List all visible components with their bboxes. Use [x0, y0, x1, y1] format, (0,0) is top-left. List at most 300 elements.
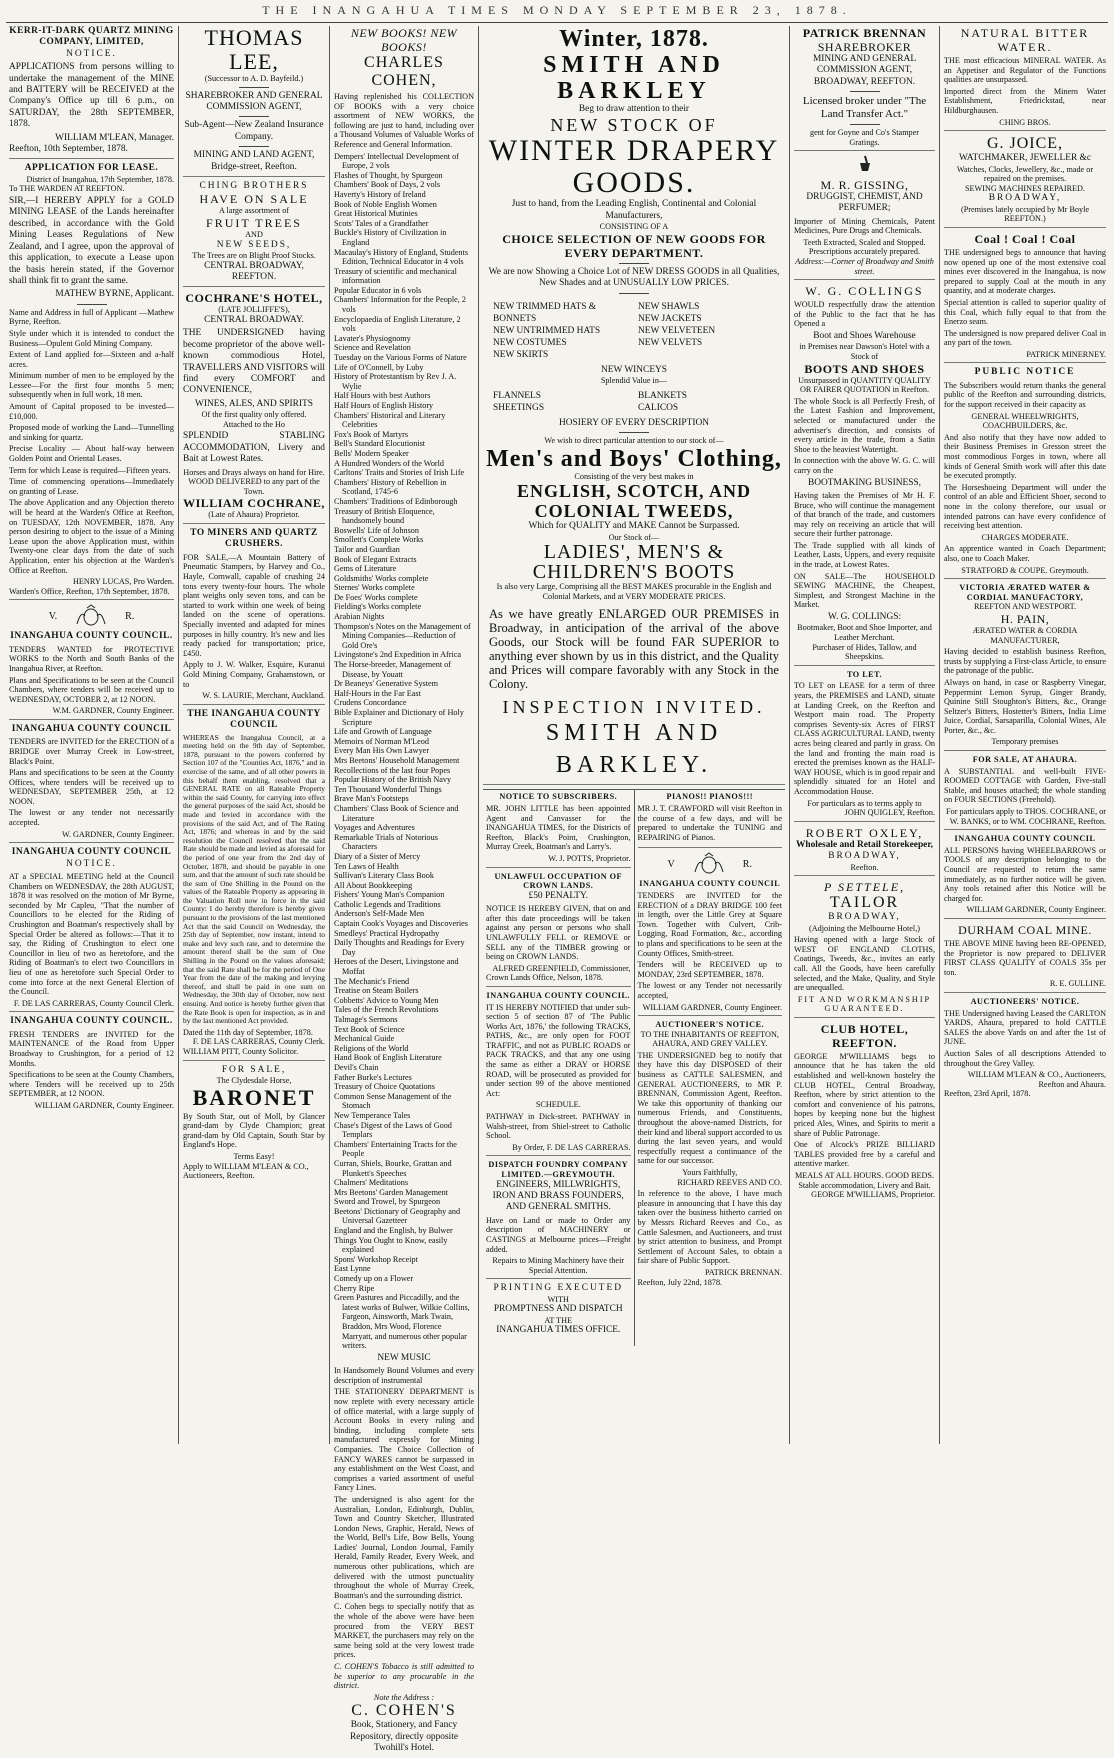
- goods-item: NEW UNTRIMMED HATS: [493, 325, 601, 336]
- general-rate-notice: [183, 709, 325, 1061]
- royal-crest: [9, 604, 174, 628]
- book-title: Hand Book of English Literature: [334, 1053, 442, 1063]
- ad-title: CHING BROTHERS: [199, 181, 309, 192]
- book-title: De Foes' Works complete: [334, 592, 418, 602]
- ad-title: NOTICE TO SUBSCRIBERS.: [499, 792, 618, 802]
- ad-body: We are now Showing a Choice Lot of NEW DRESS GOODS in all Qualities, New Shades and at UNUSUALLY LOW PRICES.: [488, 266, 780, 289]
- column-rule: [329, 26, 330, 1444]
- book-title: Chambers' Traditions of Edinborough: [334, 496, 458, 506]
- mortar-icon: [794, 155, 935, 177]
- ad-body: Is also very Large, Comprising all the BEST MAKES procurable in the English and Colonial Markets, and at VERY MODERATE PRICES.: [496, 582, 772, 601]
- ad-signature: HENRY LUCAS, Pro Warden.: [73, 577, 174, 587]
- ad-headline: NEW MUSIC: [377, 1352, 431, 1363]
- book-title: Beetons' Dictionary of Geography and Universal Gazetteer: [334, 1206, 461, 1226]
- book-title: Livingstone's 2nd Expedition in Africa: [334, 650, 461, 660]
- ad-body: In connection with the above W. G. C. will carry on the: [794, 456, 935, 475]
- ad-body: Horses and Drays always on hand for Hire.: [183, 467, 325, 477]
- goods-item: BLANKETS: [638, 390, 687, 401]
- ad-title: INANGAHUA COUNTY COUNCIL: [11, 847, 172, 858]
- ad-signature: W. J. POTTS, Proprietor.: [548, 853, 631, 863]
- ad-title: TO LET.: [846, 669, 883, 679]
- book-title: Goldsmiths' Works complete: [334, 573, 429, 583]
- ad-body: Unsurpassed in QUANTITY QUALITY OR FAIRER QUOTATION in Reefton.: [798, 375, 931, 395]
- ad-body: The undersigned is now prepared deliver Coal in any part of the town.: [944, 328, 1106, 348]
- ad-signature: WILLIAM COCHRANE,: [183, 496, 325, 511]
- ad-body: By South Star, out of Moll, by Glancer grand-dam by Clyde Champion; great grand-dam by Old Captain, South Star by England's Hope.: [183, 1111, 325, 1150]
- crest-letter: R.: [125, 610, 135, 622]
- book-title: Book of Elegant Extracts: [334, 554, 417, 564]
- column-rule: [178, 26, 179, 1444]
- smith-barkley-ad: [483, 26, 785, 785]
- ad-title: AUCTIONEERS' NOTICE.: [970, 996, 1080, 1006]
- book-title: Voyages and Adventures: [334, 823, 415, 833]
- book-title: Half Hours with best Authors: [334, 391, 431, 401]
- ad-title: INANGAHUA COUNTY COUNCIL: [639, 879, 781, 889]
- ad-signature: W.M. GARDNER, County Engineer.: [52, 706, 174, 716]
- book-title: Buckle's History of Civilization in England: [334, 228, 447, 247]
- book-title: Curran, Shiels, Bourke, Grattan and Plunkett's Speeches: [334, 1158, 452, 1178]
- ad-body: And also notify that they have now added to their Business Premises in Gresson street the most commodious Forges in town, where all kinds of General Smith work will after this date be executed promptly.: [944, 432, 1106, 481]
- ad-title: THE INANGAHUA COUNTY COUNCIL: [187, 708, 321, 731]
- divider: [850, 91, 880, 92]
- book-title: Recollections of the last four Popes: [334, 765, 451, 775]
- lease-detail: Proposed mode of working the Land—Tunnelling and sinking for quartz.: [9, 423, 174, 442]
- book-title: Green Pastures and Piccadilly, and the latest works of Bulwer, Wilkie Collins, Fargeon, Ainsworth, Mark Twain, Braddon, Mrs Wood, Florence Marryatt, and numerous other popular writers.: [334, 1293, 470, 1351]
- lease-detail: Term for which Lease is required—Fifteen years.: [9, 465, 171, 475]
- ad-body: The Trade supplied with all kinds of Leather, Lasts, Uppers, and every requisite in the trade, at Lowest Rates.: [794, 540, 935, 570]
- book-title: Fishers' Young Man's Companion: [334, 890, 445, 900]
- ad-address: Bridge-street, Reefton.: [211, 161, 297, 172]
- ad-title: NATURAL BITTER WATER.: [960, 26, 1090, 54]
- lease-detail: Time of commencing operations—Immediately on granting of Lease.: [9, 477, 174, 496]
- goods-item: HOSIERY OF EVERY DESCRIPTION: [558, 417, 710, 428]
- ad-signature: CHING BROS.: [999, 117, 1051, 127]
- book-title: Tales of the French Revolutions: [334, 1005, 439, 1015]
- ad-address: (Adjoining the Melbourne Hotel,): [809, 923, 920, 933]
- column-2: [180, 26, 328, 1444]
- book-title: Popular History of the British Navy: [334, 775, 452, 785]
- column-6: [941, 26, 1109, 1444]
- ad-title: PATRICK BRENNAN: [802, 26, 927, 40]
- ad-title: VICTORIA ÆRATED WATER & CORDIAL MANUFACTORY,: [959, 583, 1091, 602]
- lease-detail: Amount of Capital proposed to be invested—£10,000.: [9, 402, 174, 421]
- ad-subtitle: TO THE INHABITANTS OF REEFTON, AHAURA, AND GREY VALLEY.: [640, 1029, 779, 1049]
- book-title: Thompson's Notes on the Management of Mining Companies—Reduction of Gold Ore's: [334, 621, 471, 650]
- goods-item: NEW WINCEYS: [600, 364, 668, 375]
- ad-body: Have on Land or made to Order any description of MACHINERY or CASTINGS at Melbourne prices—Freight added.: [486, 1215, 631, 1254]
- ad-title: AUCTIONEER'S NOTICE.: [655, 1020, 765, 1030]
- council-special-meeting: [9, 847, 174, 1012]
- ad-body: In reference to the above, I have much pleasure in announcing that I have this day taken over the business hitherto carried on by Messrs Richard Reeves and Co., as Cattle Salesmen, and Auctioneers, and trust by strict attention to business, and Prompt Settlement of Account Sales, to obtain a fair share of Public Support.: [637, 1189, 782, 1266]
- ad-headline: Men's and Boys' Clothing,: [486, 445, 782, 472]
- ad-headline: PROMPTNESS AND DISPATCH: [493, 1304, 623, 1315]
- ad-body: The Horseshoeing Department will under the control of an able and Efficient Shoer, second to none in the colony therefore, our usual or intended patrons can have every confidence of receiving best attention.: [944, 482, 1106, 531]
- ad-subtitle: TAILOR: [829, 894, 900, 912]
- cottage-for-sale-ad: [944, 755, 1106, 830]
- ad-address: Address:—Corner of Broadway and Smith street.: [795, 257, 934, 276]
- divider: [77, 304, 107, 305]
- goods-item: NEW JACKETS: [638, 313, 702, 324]
- ad-body: CHARGES MODERATE.: [981, 532, 1069, 542]
- council-tools-notice: [944, 834, 1106, 919]
- ad-body: Repairs to Mining Machinery have their Special Attention.: [492, 1256, 625, 1275]
- ad-body: Bootmaker, Boot and Shoe Importer, and Leather Merchant.: [797, 623, 932, 643]
- ad-signature: GEORGE M'WILLIAMS, Proprietor.: [811, 1190, 935, 1200]
- ad-title: M. R. GISSING,: [820, 177, 909, 192]
- column-4-lower-right: [635, 790, 786, 1345]
- council-dray-bridge: [638, 852, 783, 1016]
- ad-address: Reefton.: [850, 862, 879, 872]
- lease-application: [9, 163, 174, 600]
- book-title: Father Burke's Lectures: [334, 1072, 412, 1082]
- ad-body: SIR,—I HEREBY APPLY for a GOLD MINING LEASE of the Lands hereinafter described, in accordance with the Gold Mining Leases Regulations of New Zealand, and I agree, upon the approval of this application, to execute a Lease upon the basis herein stated, if the Governor shall think fit to grant the same.: [9, 196, 174, 286]
- book-title: Remarkable Trials of Notorious Characters: [334, 832, 438, 852]
- carlton-yards-ad: [944, 997, 1106, 1102]
- ad-body: Watches, Clocks, Jewellery, &c., made or repaired on the premises.: [956, 164, 1094, 184]
- ad-body: FOR SALE,—A Mountain Battery of Pneumatic Stampers, by Harvey and Co., Hayle, Cornwall, capable of crushing 24 tons every twenty-four hours. The whole plant weighs only seven tons, and can be started to work within one week of being landed on the scene of operations. Specially invented and adapted for mines purposes in hilly country. It's new and lies ready packed for transportation; price, £450.: [183, 552, 325, 658]
- ad-body: WITH: [547, 1294, 569, 1304]
- crest-letter: R.: [742, 858, 752, 870]
- crest-letter: V.: [48, 610, 58, 622]
- ad-body: Purchaser of Hides, Tallow, and Sheepskins.: [812, 642, 917, 662]
- ad-subtitle: HAVE ON SALE: [199, 192, 309, 207]
- ad-headline: Boot and Shoes Warehouse: [813, 330, 916, 341]
- ad-signature: STRATFORD & COUPE. Greymouth.: [961, 565, 1089, 575]
- subscribers-notice: [486, 792, 631, 867]
- ad-body: ALL PERSONS having WHEELBARROWS or TOOLS of any description belonging to the Council are requested to return the same immediately, as no further notice will be given. Any tools retained after this Notice will be charged for.: [944, 845, 1106, 903]
- wheelwrights-notice: [944, 367, 1106, 579]
- book-title: Chambers' Class Book of Science and Literature: [334, 803, 459, 823]
- bitter-water-ad: [944, 26, 1106, 131]
- book-title: Cobbetts' Advice to Young Men: [334, 995, 439, 1005]
- ad-title: THOMAS LEE,: [204, 25, 304, 74]
- ad-headline: FRUIT TREES: [206, 216, 302, 231]
- lease-detail: Minimum number of men to be employed by the Lessee—For the first four months 5 men; subsequently when in full work, 18 men.: [9, 371, 174, 400]
- ad-body: Of the first quality only offered.: [201, 410, 307, 420]
- book-title: Life of O'Connell, by Luby: [334, 362, 424, 372]
- book-title: Sword and Trowel, by Spurgeon: [334, 1197, 441, 1207]
- goods-item: NEW SKIRTS: [493, 349, 549, 360]
- ad-body: gent for Goyne and Co's Stamper Gratings.: [809, 128, 920, 147]
- ad-body: IT IS HEREBY NOTIFIED that under sub-section 5 of section 87 of 'The Public Works Act, 1876,' the following TRACKS, PATHS, &c., are only open for FOOT TRAFFIC, and not as PUBLIC ROADS or PACK TRACKS, and that any one using the same as either a DRAY or HORSE ROAD, will be prosecuted as provided for under section 99 of the above mentioned Act:: [486, 1002, 631, 1098]
- to-let-ad: [794, 670, 935, 822]
- book-title: England and the English, by Bulwer: [334, 1226, 453, 1236]
- ad-title: APPLICATION FOR LEASE.: [24, 163, 159, 174]
- book-title: Chambers' Information for the People, 2 vols: [334, 295, 466, 315]
- ad-subtitle: ÆRATED WATER & CORDIA MANUFACTURER,: [972, 625, 1078, 645]
- book-title: Every Man His Own Lawyer: [334, 746, 430, 756]
- goods-item: NEW TRIMMED HATS & BONNETS: [493, 301, 597, 324]
- book-title: Tuesday on the Various Forms of Nature: [334, 353, 467, 363]
- ad-body: THE STATIONERY DEPARTMENT is now replete with every necessary article of office material, with a large supply of Account Books in every ruling and binding, including complete sets manufactured expressly for Mining Companies. The Choice Collection of FANCY WARES cannot be surpassed in any establishment on the West Coast, and comprises a varied assortment of useful Fancy Lines.: [334, 1387, 474, 1493]
- ad-body: AND: [245, 230, 263, 240]
- ad-body: PATHWAY in Dick-street. PATHWAY in Walsh-street, from Shiel-street to Catholic School.: [486, 1112, 631, 1141]
- ad-body: The lowest or any Tender not necessarily accepted,: [637, 981, 782, 1000]
- coat-of-arms-icon: [689, 852, 729, 876]
- book-title: Bell's Standard Elocutionist: [334, 439, 426, 449]
- goods-list: [483, 297, 785, 365]
- ad-subtitle: (Successor to A. D. Bayfeild.): [204, 74, 304, 83]
- mine-notice: [9, 26, 174, 159]
- book-title: All About Bookkeeping: [334, 880, 413, 890]
- goods-list: [483, 386, 785, 418]
- book-title: Science and Revelation: [334, 343, 411, 353]
- oxley-store-ad: [794, 826, 935, 876]
- ad-signature: WILLIAM GARDNER, County Engineer.: [642, 1002, 782, 1012]
- ad-subtitle: Wholesale and Retail Storekeeper,: [796, 839, 933, 850]
- book-title: Bible Explainer and Dictionary of Holy Scripture: [334, 708, 464, 727]
- ad-body: GEORGE M'WILLIAMS begs to announce that he has taken the old established and well-known hostelry the CLUB HOTEL, Central Broadway, Reefton, where by strict attention to the comfort and convenience of his patrons, hopes by keeping none but the highest priced Ales, Wines, and Spirits to merit a share of Public Patronage.: [794, 1051, 935, 1138]
- ad-signature: MATHEW BYRNE, Applicant.: [55, 289, 174, 300]
- ad-headline: Winter, 1878.: [559, 26, 709, 52]
- book-title: Mrs Beetons' Household Management: [334, 755, 460, 765]
- book-title: Daily Thoughts and Readings for Every Day: [334, 938, 465, 957]
- book-title: Chase's Digest of the Laws of Good Templars: [334, 1120, 452, 1140]
- book-title: Sullivan's Literary Class Book: [334, 871, 434, 881]
- ad-headline: £50 PENALTY.: [528, 890, 588, 901]
- ad-signature: PATRICK BRENNAN.: [704, 1267, 782, 1277]
- ad-subtitle: NOTICE.: [66, 858, 117, 869]
- ad-body: A SUBSTANTIAL and well-built FIVE-ROOMED COTTAGE with Garden, Five-stall Stable, and houses attached; the whole standing on FOUR SECTIONS (Freehold).: [944, 766, 1106, 805]
- column-rule: [789, 26, 790, 1444]
- book-title: Memoirs of Norman M'Leod: [334, 736, 429, 746]
- ad-body: We wish to direct particular attention to our stock of—: [544, 436, 724, 446]
- ad-title: G. JOICE,: [986, 135, 1064, 153]
- cohen-books-ad: [334, 26, 474, 1758]
- book-title: Diary of a Sister of Mercy: [334, 851, 421, 861]
- column-3: [331, 26, 477, 1754]
- ad-body: TENDERS are INVITED for the ERECTION of a DRAY BRIDGE 100 feet in length, over the Little Grey at Square Town. Together with Culvert, Crib-Logging, Road Formation, &c., according to plans and specifications to be seen at the County Offices, Smith-street.: [637, 890, 782, 958]
- ad-body: MEALS AT ALL HOURS. GOOD BEDS.: [795, 1171, 934, 1180]
- column-5: [791, 26, 938, 1444]
- ad-body: Specifications to be seen at the County Chambers, where Tenders will be received up to 25th SEPTEMBER, at 12 NOON.: [9, 1070, 174, 1099]
- ad-headline: H. PAIN,: [1000, 611, 1050, 626]
- divider: [239, 146, 269, 147]
- ad-body: The undersigned is also agent for the Australian, London, Edinburgh, Dublin, Town and Country Sketcher, Illustrated London News, Graphic, Herald, News of the World, Bell's Life, Bow Bells, Young Ladies' Journal, London Journal, Family Herald, Family Reader, Every Week, and numerous other publications, which are delivered with the utmost punctuality throughout the whole of Murray Creek, Boatman's and the surrounding district.: [334, 1494, 474, 1600]
- printing-ad: [486, 1283, 631, 1339]
- book-title: A Hundred Wonders of the World: [334, 458, 445, 468]
- ad-body: C. COHEN'S Tobacco is still admitted to be superior to any procurable in the district.: [334, 1662, 474, 1691]
- ad-body: ON SALE—The HOUSEHOLD SEWING MACHINE, the Cheapest, Simplest, and Strongest Machine in the Market.: [794, 571, 935, 610]
- book-title: Common Sense Management of the Stomach: [334, 1091, 452, 1111]
- ad-body: Attached to the Ho: [222, 419, 286, 429]
- book-title: Chambers' Entertaining Tracts for the People: [334, 1139, 457, 1159]
- council-bridge: [9, 724, 174, 843]
- ad-title: INANGAHUA COUNTY COUNCIL.: [486, 990, 630, 1000]
- ad-title: COCHRANE'S HOTEL,: [185, 291, 323, 306]
- ad-body: MINING AND LAND AGENT,: [193, 150, 315, 161]
- ad-body: THE ABOVE MINE having been RE-OPENED, the Proprietor is now prepared to DELIVER FIRST CLASS QUALITY of COALS 35s per ton.: [944, 938, 1106, 977]
- ad-address: Crown Lands Office, Nelson, 1878.: [486, 973, 603, 983]
- ad-body: Having taken the Premises of Mr H. F. Bruce, who will continue the management of that branch of the trade, and customers may rely on receiving an article that will secure their further patronage.: [794, 490, 935, 539]
- book-title: Tailor and Guardian: [334, 544, 400, 554]
- book-title: Life and Growth of Language: [334, 727, 432, 737]
- goods-item: NEW SHAWLS: [638, 301, 700, 312]
- book-title: Dr Beaneys' Generative System: [334, 679, 439, 689]
- column-4-lower: [483, 789, 785, 1345]
- ad-headline: BOOTS AND SHOES: [804, 361, 925, 376]
- ad-body: The Subscribers would return thanks the general public of the Reefton and surrounding districts, for the support received in their capacity as: [944, 380, 1106, 410]
- ad-headline: GENERAL WHEELWRIGHTS, COACHBUILDERS, &c.: [971, 411, 1079, 431]
- lease-detail: Extent of Land applied for—Sixteen and a-half acres.: [9, 350, 174, 369]
- book-title: Chalmers' Meditations: [334, 1178, 409, 1188]
- book-title: Mrs Beetons' Garden Management: [334, 1187, 449, 1197]
- ad-body: An apprentice wanted in Coach Department; also, one to Coach Maker.: [944, 544, 1106, 563]
- ad-body: MINING AND GENERAL COMMISSION AGENT,: [812, 54, 917, 76]
- book-title: Boswells' Life of Johnson: [334, 525, 419, 535]
- ad-body: THE Undersigned having Leased the CARLTON YARDS, Ahaura, prepared to hold CATTLE SALES the above Yards on and after the 1st of JUNE.: [944, 1008, 1106, 1047]
- ad-signature: PATRICK MINERNEY.: [1026, 349, 1106, 359]
- book-title: Arabian Nights: [334, 612, 385, 622]
- ad-signature: WILLIAM GARDNER, County Engineer.: [966, 905, 1106, 915]
- ad-headline: ENGLISH, SCOTCH, AND COLONIAL TWEEDS,: [516, 481, 752, 522]
- ad-signature: C. COHEN'S: [351, 1702, 457, 1720]
- book-title: Half-Hours in the Far East: [334, 688, 421, 698]
- ad-body: THE undersigned begs to announce that having now opened up one of the most extensive coal mines ever discovered in the Inangahua, is now prepared to supply Coal at the mouth in any quantity, and at moderate charges.: [944, 247, 1106, 296]
- divider: [619, 293, 649, 294]
- book-title: Macaulay's History of England, Students Edition, Technical Educator in 4 vols: [334, 247, 469, 267]
- patrick-brennan-ad: [794, 26, 935, 151]
- book-title: Crudens Concordance: [334, 698, 407, 708]
- ad-body: Note the Address :: [373, 1692, 435, 1702]
- ad-body: C. Cohen begs to specially notify that as the whole of the above were have been procured from the VERY BEST MARKET, the purchasers may rely on the same being sold at the very lowest trade prices.: [334, 1602, 474, 1660]
- ad-body: SHAREBROKER AND GENERAL COMMISSION AGENT,: [185, 90, 323, 112]
- ad-date: District of Inangahua, 17th September, 1878.: [26, 174, 174, 184]
- royal-crest: [638, 852, 783, 876]
- ad-title: INANGAHUA COUNTY COUNCIL: [11, 723, 172, 734]
- book-title: New Temperance Tales: [334, 1110, 411, 1120]
- ad-headline: PRINTING EXECUTED: [493, 1283, 624, 1294]
- ad-title: PUBLIC NOTICE: [974, 367, 1076, 378]
- ad-body: Teeth Extracted, Scaled and Stopped.: [803, 237, 926, 247]
- ad-address: CENTRAL BROADWAY, REEFTON.: [204, 260, 304, 283]
- coal-ad: [944, 232, 1106, 364]
- book-title: Carltons' Traits and Stories of Irish Life: [334, 468, 465, 478]
- goods-item: CALICOS: [638, 402, 679, 413]
- ad-body: Splendid Value in—: [600, 376, 668, 386]
- divider: [239, 116, 269, 117]
- ad-body: TENDERS WANTED for PROTECTIVE WORKS to the North and South Banks of the Inangahua River, at Reefton.: [9, 644, 174, 673]
- book-title: Talmage's Sermons: [334, 1015, 398, 1024]
- ad-title: KERR-IT-DARK QUARTZ MINING COMPANY, LIMITED,: [9, 26, 174, 48]
- column-4: [480, 26, 788, 1444]
- masthead: THE INANGAHUA TIMES MONDAY SEPTEMBER 23, 1878.: [262, 3, 852, 17]
- ad-body: SPLENDID STABLING ACCOMMODATION, Livery and Bait at Lowest Rates.: [183, 431, 325, 465]
- book-title: Fox's Book of Martyrs: [334, 429, 409, 439]
- ad-body: Always on hand, in case or Raspberry Vinegar, Peppermint Lemon Syrup, Ginger Brandy, Quinine Still Stoughton's Bitters, &c., Orange Seltzer's Bitters, Hostetter's Bitters, India Lime Juice, Cordial, Sarsaparilla, Colonial Wines, Ale Porter, &c., &c.: [944, 677, 1106, 735]
- book-title: Haverty's History of Ireland: [334, 189, 426, 199]
- lease-detail: Name and Address in full of Applicant —Mathew Byrne, Reefton.: [9, 307, 174, 327]
- ad-title: CHARLES COHEN,: [364, 54, 444, 89]
- book-title: Gems of Literature: [334, 564, 397, 574]
- book-title: Religions of the World: [334, 1043, 409, 1053]
- ad-signature: WILLIAM M'LEAN, Manager.: [55, 132, 174, 143]
- ad-body: Special attention is called to superior quality of this Coal, which fully equal to that from the Enerzo seam.: [944, 297, 1106, 327]
- lease-detail: Precise Locality — About half-way between Golden Point and Oriental Leases.: [9, 444, 174, 464]
- ad-title: DURHAM COAL MINE.: [958, 922, 1092, 937]
- ad-subtitle: WATCHMAKER, JEWELLER &c: [958, 153, 1091, 164]
- book-title: Text Book of Science: [334, 1024, 405, 1034]
- ad-body: Having decided to establish business Reefton, trusts by supplying a First-class Article, to ensure the patronage of the public.: [944, 647, 1106, 676]
- ad-subtitle: DRUGGIST, CHEMIST, AND PERFUMER;: [806, 191, 923, 214]
- durham-coal-ad: [944, 923, 1106, 993]
- ad-body: Plans and specifications to be seen at the County Offices, where tenders will be received up to WEDNESDAY, SEPTEMBER 25th, at 12 NOON.: [9, 768, 174, 806]
- ad-subtitle: SCHEDULE.: [535, 1100, 581, 1110]
- ad-body: TENDERS are INVITED for the ERECTION of a BRIDGE over Murray Creek in Low-street, Black's Point.: [9, 737, 174, 766]
- ad-body: The whole Stock is all Perfectly Fresh, of the Latest Fashion and Improvement, selected or manufactured under the advertiser's direction, and consists of every article in the trade, from a Satin Shoe to the heaviest Watertight.: [794, 396, 935, 454]
- council-protective-works: [9, 604, 174, 720]
- ad-date: Reefton, 23rd April, 1878.: [944, 1089, 1031, 1099]
- ad-signature: WILLIAM PITT, County Solicitor.: [183, 1046, 299, 1056]
- ad-headline: BOOTMAKING BUSINESS,: [807, 477, 922, 488]
- book-title: Devil's Chain: [334, 1062, 379, 1072]
- ad-body: Just to hand, from the Leading English, Continental and Colonial Manufacturers,: [511, 199, 757, 221]
- ad-address: CENTRAL BROADWAY.: [204, 315, 304, 326]
- foundry-ad: [486, 1160, 631, 1279]
- book-title: The Horse-breeder, Management of Disease, by Youatt: [334, 660, 451, 679]
- cochranes-hotel-ad: [183, 291, 325, 524]
- ad-body: TO LET on LEASE for a term of three years, the PREMISES and LAND, situate at Landing Creek, on the Reefton and Westport main road. The Property comprises Seventy-six Acres of FIRST CLASS AGRICULTURAL LAND, twenty acres being cleared and partly in grass. On the land and fronting the main road is erected the premises known as the HALF-WAY HOUSE, which is in good repair and splendidly situated for an Hotel and Accommodation House.: [794, 681, 935, 796]
- goods-item: FLANNELS: [493, 390, 541, 401]
- book-title: Chambers' Book of Days, 2 vols: [334, 180, 441, 190]
- ad-address: REEFTON AND WESTPORT.: [973, 602, 1077, 612]
- ad-body: Apply to J. W. Walker, Esquire, Kuranui Gold Mining Company, Grahamstown, or to: [183, 660, 325, 689]
- book-title: Great Historical Mutinies: [334, 209, 418, 219]
- council-road-maintenance: [9, 1016, 174, 1113]
- ad-title: INANGAHUA COUNTY COUNCIL.: [10, 1016, 173, 1027]
- ad-body: One of Alcock's PRIZE BILLIARD TABLES provided free by a careful and attentive marker.: [794, 1140, 935, 1169]
- ad-date: Warden's Office, Reefton, 17th September, 1878.: [9, 586, 170, 596]
- ad-body: Imported direct from the Minern Water Establishment, Friedrickstad, near Hildburghausen.: [944, 86, 1106, 115]
- lease-detail: Style under which it is intended to conduct the Business—Opulent Gold Mining Company.: [9, 328, 174, 348]
- ad-title: SMITH AND BARKLEY: [543, 52, 725, 104]
- ad-headline: CHOICE SELECTION OF NEW GOODS FOR EVERY DEPARTMENT.: [502, 231, 766, 260]
- book-title: Flashes of Thought, by Spurgeon: [334, 170, 443, 180]
- ad-title: P SETTELE,: [823, 880, 906, 895]
- ad-body: As we have greatly ENLARGED OUR PREMISES in Broadway, in anticipation of the arrival of the above Goods, our Stock will be found FAR SUPERIOR to anything ever shown by us in this district, and the Quality and Prices will compare favorably with any Stock in the Colony.: [489, 607, 779, 692]
- ad-address: BROADWAY, REEFTON.: [813, 76, 916, 87]
- ad-headline: BARONET: [192, 1084, 316, 1110]
- ad-headline: FIT AND WORKMANSHIP GUARANTEED.: [797, 994, 932, 1014]
- ad-title: CLUB HOTEL, REEFTON.: [820, 1021, 909, 1050]
- column-rule: [478, 26, 479, 1444]
- ad-body: The above Application and any Objection thereto will be heard at the Warden's Office at Reefton, on TUESDAY, 12th NOVEMBER, 1878. Any person desiring to object to the issue of a Mining Lease upon the above Application must, within Twenty-one clear days from the date of such Application, enter his objection at the Warden's Office at Reefton.: [9, 498, 174, 575]
- ad-signature: W. S. LAURIE, Merchant, Auckland.: [202, 691, 325, 701]
- book-title: Treasury of scientific and mechanical information: [334, 266, 457, 286]
- ad-body: THE UNDERSIGNED beg to notify that they have this day DISPOSED of their business as CATTLE SALESMEN, and GENERAL AUCTIONEERS, to MR P. BRENNAN, Commission Agent, Reefton. We take this opportunity of thanking our numerous Friends, and Constituents, throughout the above-named Districts, for their kind and liberal support accorded to us during the last seven years, and would respectfully request a continuance of the same for our successor.: [637, 1050, 782, 1166]
- ad-address: (Premises lately occupied by Mr Boyle REEFTON.): [960, 204, 1089, 224]
- crest-letter: V: [667, 858, 675, 870]
- divider: [619, 432, 649, 433]
- ching-brothers-ad: [183, 181, 325, 287]
- book-title: Catholic Legends and Traditions: [334, 899, 441, 909]
- ad-title: ROBERT OXLEY,: [805, 825, 924, 840]
- book-title: Treatise on Steam Boilers: [334, 986, 419, 996]
- ad-body: In Handsomely Bound Volumes and every description of instrumental: [334, 1366, 474, 1385]
- ad-body: Yours Faithfully,: [682, 1168, 738, 1177]
- ad-headline: WINTER DRAPERY GOODS.: [488, 134, 780, 200]
- book-title: Captain Cook's Voyages and Discoveries: [334, 919, 468, 929]
- ad-signature: (Late of Ahaura) Proprietor.: [208, 510, 300, 520]
- ad-address: BROADWAY,: [828, 912, 901, 923]
- book-title: East Lynne: [334, 1264, 371, 1274]
- thomas-lee-ad: [183, 26, 325, 177]
- ad-signature: By Order, F. DE LAS CARRERAS.: [512, 1142, 631, 1152]
- ad-signature: RICHARD REEVES AND CO.: [677, 1177, 782, 1187]
- ad-address: BROADWAY,: [988, 193, 1062, 204]
- ad-headline: NEW STOCK OF: [550, 115, 718, 136]
- aerated-water-ad: [944, 583, 1106, 751]
